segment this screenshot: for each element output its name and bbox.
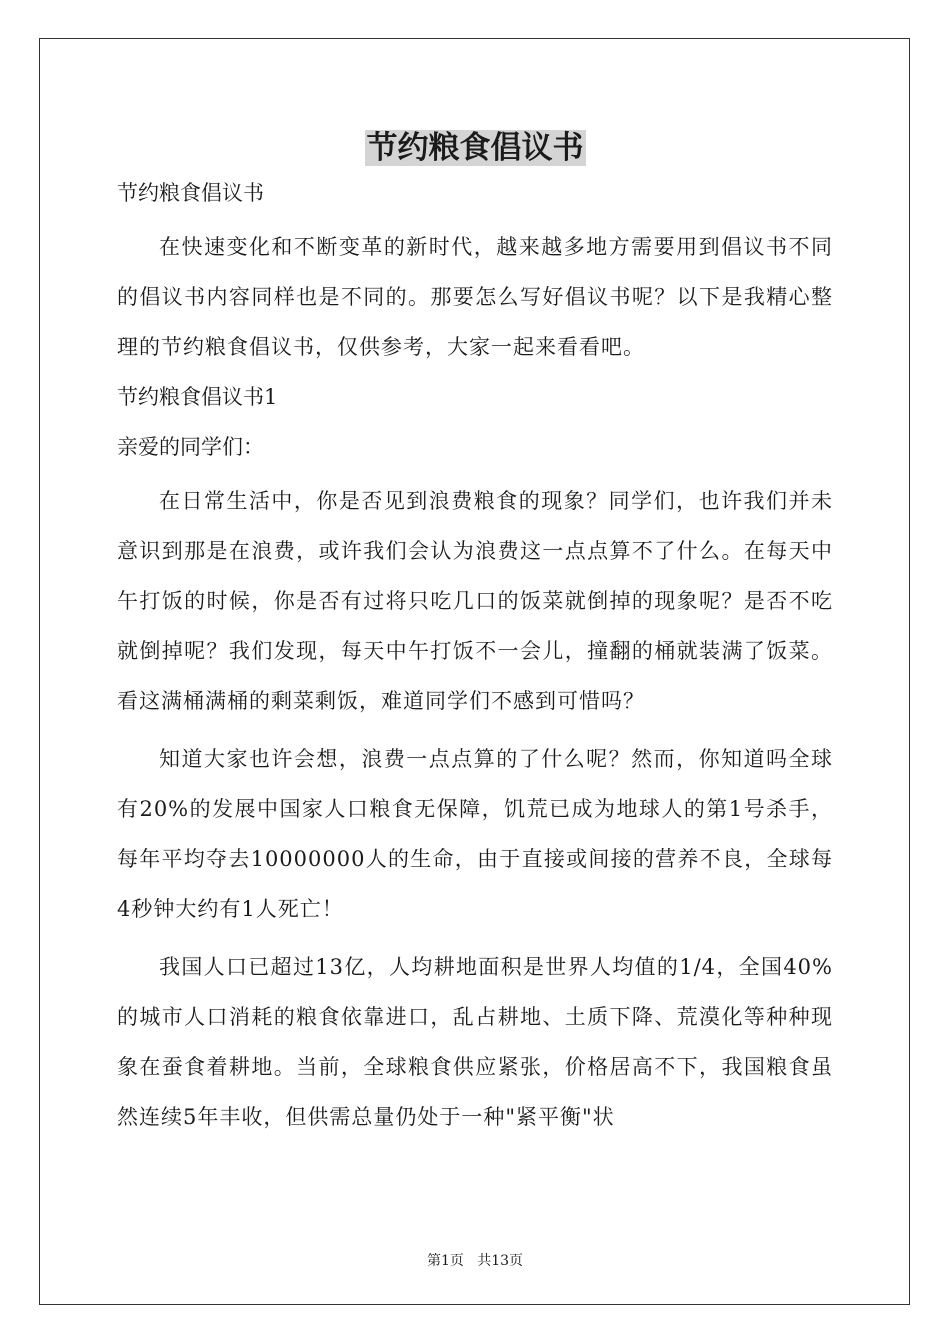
body-paragraph-1: 在日常生活中，你是否见到浪费粮食的现象？同学们，也许我们并未意识到那是在浪费，或许我们会认为浪费这一点点算不了什么。在每天中午打饭的时候，你是否有过将只吃几口的饭菜就倒掉的现象呢？是否不吃就倒掉呢？我们发现，每天中午打饭不一会儿，撞翻的桶就装满了饭菜。看这满桶满桶的剩菜剩饭，难道同学们不感到可惜吗？	[117, 489, 833, 713]
intro-paragraph: 在快速变化和不断变革的新时代，越来越多地方需要用到倡议书不同的倡议书内容同样也是不同的。那要怎么写好倡议书呢？以下是我精心整理的节约粮食倡议书，仅供参考，大家一起来看看吧。	[117, 235, 833, 359]
page-number: 第1页 共13页	[426, 1253, 524, 1269]
document-title	[0, 128, 950, 168]
document-subtitle: 节约粮食倡议书	[117, 181, 264, 205]
salutation: 亲爱的同学们：	[117, 435, 264, 459]
body-paragraph-2: 知道大家也许会想，浪费一点点算的了什么呢？然而，你知道吗全球有20%的发展中国家人口粮食无保障，饥荒已成为地球人的第1号杀手，每年平均夺去10000000人的生命，由于直接或间接的营养不良，全球每4秒钟大约有1人死亡！	[117, 747, 833, 921]
section-heading: 节约粮食倡议书1	[117, 385, 278, 409]
body-paragraph-3: 我国人口已超过13亿，人均耕地面积是世界人均值的1/4，全国40%的城市人口消耗的粮食依靠进口，乱占耕地、土质下降、荒漠化等种种现象在蚕食着耕地。当前，全球粮食供应紧张，价格居高不下，我国粮食虽然连续5年丰收，但供需总量仍处于一种"紧平衡"状	[117, 955, 833, 1129]
page-footer	[0, 1252, 950, 1270]
document-title-text: 节约粮食倡议书	[366, 130, 584, 166]
document-body	[117, 178, 833, 1142]
